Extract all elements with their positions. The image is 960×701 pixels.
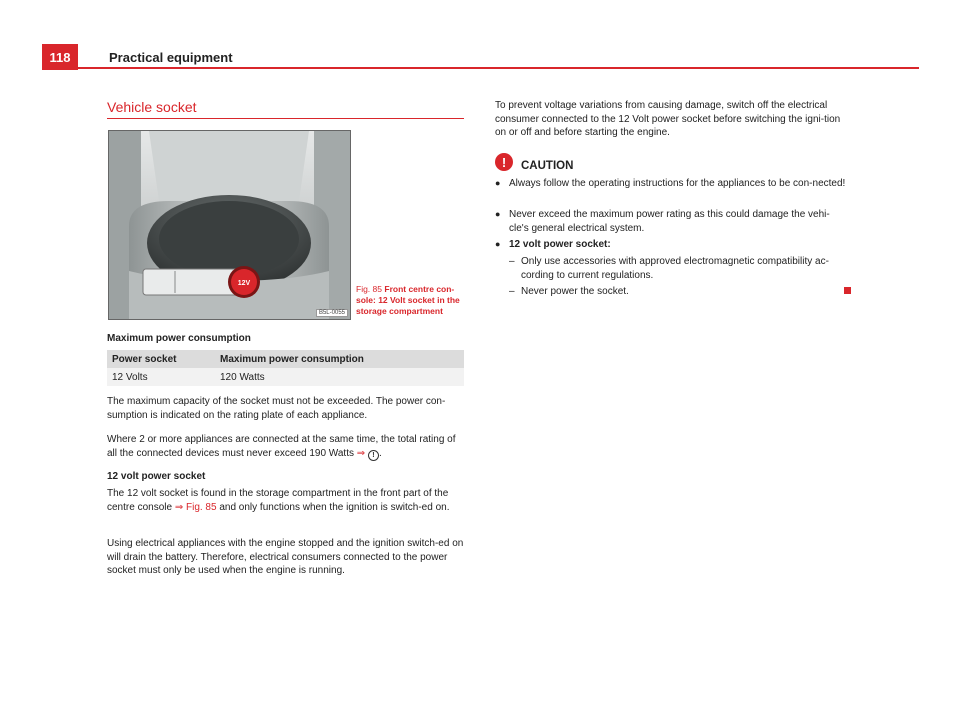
dash-icon: – bbox=[509, 286, 515, 297]
bullet-icon: ● bbox=[495, 209, 501, 219]
bullet-icon: ● bbox=[495, 178, 501, 188]
image-code: B5L-0055 bbox=[316, 309, 348, 317]
figure-label: Fig. 85 bbox=[356, 284, 382, 294]
table-cell: 12 Volts bbox=[107, 368, 215, 386]
sub-list-item bbox=[509, 255, 847, 282]
list-item bbox=[495, 238, 847, 252]
socket-label: 12V bbox=[237, 280, 251, 287]
sub-bullet-text: Only use accessories with approved electromagnetic compatibility ac-cording to current regulations. bbox=[521, 256, 829, 281]
bullet-text: 12 volt power socket: bbox=[509, 239, 611, 250]
paragraph-total-rating bbox=[107, 433, 465, 461]
header-divider bbox=[42, 67, 919, 69]
figure-reference-link[interactable]: ⇒ Fig. 85 bbox=[174, 501, 217, 513]
paragraph-battery: Using electrical appliances with the engine stopped and the ignition switch-ed on will drain the battery. Therefore, electrical consumers connected to the power socket must only be used when the engine is running. bbox=[107, 538, 464, 577]
table-header-row bbox=[107, 350, 464, 368]
paragraph-voltage: To prevent voltage variations from causing damage, switch off the electrical consumer connected to the 12 Volt power socket before switching the igni-tion on or off and before starting the engine. bbox=[495, 100, 841, 139]
figure-caption-text: Front centre con-sole: 12 Volt socket in the storage compartment bbox=[356, 284, 460, 316]
bullet-icon: ● bbox=[495, 239, 501, 249]
dash-icon: – bbox=[509, 256, 515, 267]
sub-list-item bbox=[509, 285, 847, 299]
page-number: 118 bbox=[42, 44, 78, 70]
paragraph-total-rating-text: Where 2 or more appliances are connected at the same time, the total rating of all the connected devices must never exceed 190 Watts bbox=[107, 434, 456, 459]
subheading-12v-socket: 12 volt power socket bbox=[107, 471, 206, 482]
table-header-cell: Maximum power consumption bbox=[215, 350, 464, 368]
section-end-marker bbox=[844, 287, 851, 294]
paragraph-capacity: The maximum capacity of the socket must not be exceeded. The power con-sumption is indicated on the rating plate of each appliance. bbox=[107, 396, 446, 421]
table-header-cell: Power socket bbox=[107, 350, 215, 368]
table-title: Maximum power consumption bbox=[107, 333, 251, 344]
figure-caption bbox=[356, 284, 466, 317]
power-consumption-table bbox=[107, 350, 464, 386]
caution-header bbox=[495, 152, 573, 172]
console-drawing bbox=[109, 131, 350, 319]
paragraph-end: . bbox=[378, 447, 382, 459]
section-title: Vehicle socket bbox=[107, 99, 197, 115]
paragraph-location bbox=[107, 487, 465, 514]
center-console-illustration bbox=[108, 130, 351, 320]
caution-label: CAUTION bbox=[521, 160, 574, 172]
bullet-text: Always follow the operating instructions for the appliances to be con-nected! bbox=[509, 178, 846, 189]
list-item bbox=[495, 208, 847, 235]
table-row bbox=[107, 368, 464, 386]
table-cell: 120 Watts bbox=[215, 368, 464, 386]
section-divider bbox=[107, 118, 464, 119]
sub-bullet-text: Never power the socket. bbox=[521, 286, 629, 297]
bullet-text: Never exceed the maximum power rating as this could damage the vehi-cle's general electrical system. bbox=[509, 209, 830, 234]
caution-icon: ! bbox=[495, 153, 513, 171]
caution-ref-icon[interactable]: ! bbox=[368, 450, 379, 461]
paragraph-location-text: The 12 volt socket is found in the storage compartment in the front part of the centre console bbox=[107, 488, 449, 513]
list-item bbox=[495, 177, 847, 191]
caution-reference-arrow[interactable]: ⇒ bbox=[356, 447, 366, 459]
paragraph-location-text-end: and only functions when the ignition is switch-ed on. bbox=[219, 501, 450, 513]
header-title: Practical equipment bbox=[109, 50, 233, 65]
